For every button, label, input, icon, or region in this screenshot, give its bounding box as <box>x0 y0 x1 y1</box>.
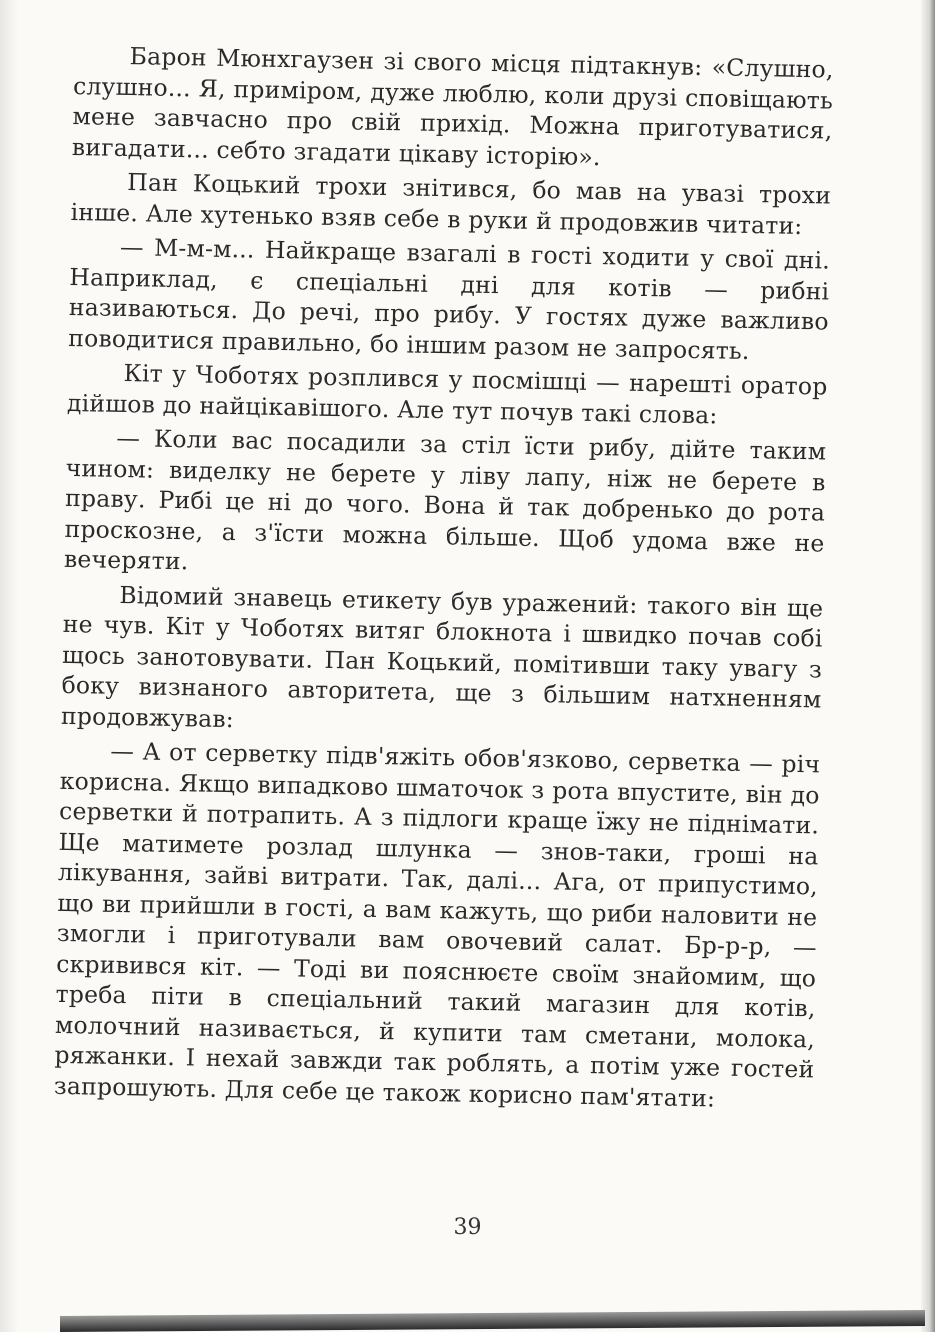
page-edge <box>921 0 935 1332</box>
paragraph: Пан Коцький трохи знітився, бо мав на увазі трохи інше. Але хутенько взяв себе в руки й продовжив читати: <box>70 168 832 240</box>
paragraph-dialogue: — Коли вас посадили за стіл їсти рибу, дійте таким чином: виделку не берете у ліву лапу, ніж не берете в праву. Рибі це ні до чого. Вона й так добренько до рота проскознe, а з'їсти можна більше. Щоб удома вже не вечеряти. <box>63 423 827 576</box>
book-bottom-edge <box>60 1310 925 1332</box>
paragraph-dialogue: — М-м-м... Найкраще взагалі в гості ходити у свої дні. Наприклад, є спеціальні дні для котів — рибні називаються. До речі, про рибу. У гостях дуже важливо поводитися правильно, бо іншим разом не запросять. <box>68 232 831 365</box>
paragraph: Відомий знавець етикету був уражений: такого він ще не чув. Кіт у Чоботях витяг блокнота і швидко почав собі щось занотовувати. Пан Коцький, помітивши таку увагу з боку визнаного авторитета, ще з більшим натхненням продовжував: <box>60 580 824 733</box>
page-number: 39 <box>453 1215 482 1240</box>
paragraph-dialogue: — А от серветку підв'яжіть обов'язково, серветка — річ корисна. Якщо випадково шматочок з рота впустите, він до серветки й потрапить. А з підлоги краще їжу не піднімати. Ще матимете розлад шлунка — знов-таки, гроші на лікування, зайві витрати. Так, далі... Ага, от припустимо, що ви прийшли в гості, а вам кажуть, що риби наловити не змогли і приготували вам овочевий салат. Бр-р-р, — скривився кіт. — Тоді ви пояснюєте своїм знайомим, що треба піти в спеціальний такий магазин для котів, молочний називається, й купити там сметани, молока, ряжанки. І нехай завжди так роблять, а потім уже гостей запрошують. Для себе це також корисно пам'ятати: <box>53 736 821 1113</box>
paragraph: Барон Мюнхгаузен зі свого місця підтакнув: «Слушно, слушно... Я, приміром, дуже люблю, коли друзі сповіщають мене завчасно про свій прихід. Можна приготуватися, вигадати... себто згадати цікаву історію». <box>71 42 834 171</box>
paragraph: Кіт у Чоботях розплився у посмішці — нарешті оратор дійшов до найцікавішого. Але тут почув такі слова: <box>66 359 828 429</box>
page-text <box>54 40 834 1119</box>
page-gutter-shadow <box>0 0 18 1332</box>
